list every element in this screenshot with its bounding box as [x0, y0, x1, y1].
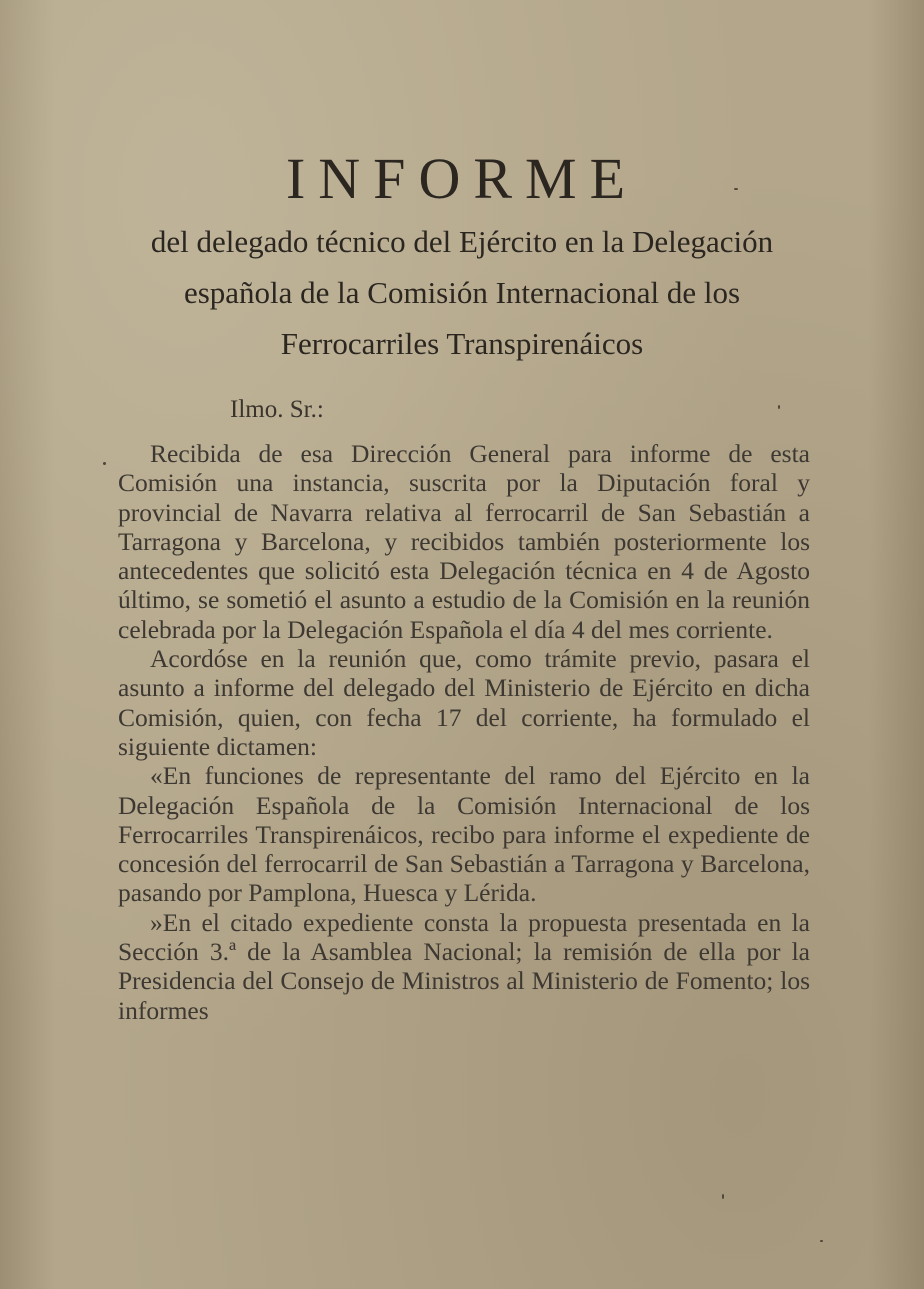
- paragraph: «En funciones de representante del ramo del Ejército en la Delegación Española de la Comisión Internacional de los Ferrocarriles Transpirenáicos, recibo para informe el expediente de concesión del ferrocarril de San Sebastián a Tarragona y Barcelona, pasando por Pamplona, Huesca y Lérida.: [118, 761, 810, 908]
- paragraph: Acordóse en la reunión que, como trámite previo, pasara el asunto a informe del delegado del Ministerio de Ejército en dicha Comisión, quien, con fecha 17 del corriente, ha formulado el siguiente dictamen:: [118, 644, 810, 761]
- paper-speck: [103, 462, 106, 465]
- paper-speck: [734, 188, 738, 190]
- document-subtitle: del delegado técnico del Ejército en la Delegación española de la Comisión Internacional de los Ferrocarriles Transpirenáicos: [150, 224, 774, 361]
- salutation: Ilmo. Sr.:: [230, 396, 324, 423]
- document-heading: INFORME: [285, 146, 639, 211]
- paragraph: Recibida de esa Dirección General para informe de esta Comisión una instancia, suscrita por la Diputación foral y provincial de Navarra relativa al ferrocarril de San Sebastián a Tarragona y Barcelona, y recibidos también posteriormente los antecedentes que solicitó esta Delegación técnica en 4 de Agosto último, se sometió el asunto a estudio de la Comisión en la reunión celebrada por la Delegación Española el día 4 del mes corriente.: [118, 439, 810, 644]
- paper-speck: [820, 1240, 823, 1242]
- paragraph: »En el citado expediente consta la propuesta presentada en la Sección 3.ª de la Asamblea Nacional; la remisión de ella por la Presidencia del Consejo de Ministros al Ministerio de Fomento; los informes: [118, 907, 810, 1025]
- paper-speck: [722, 1194, 724, 1199]
- body-text: [118, 439, 810, 1025]
- paper-speck: [778, 405, 780, 409]
